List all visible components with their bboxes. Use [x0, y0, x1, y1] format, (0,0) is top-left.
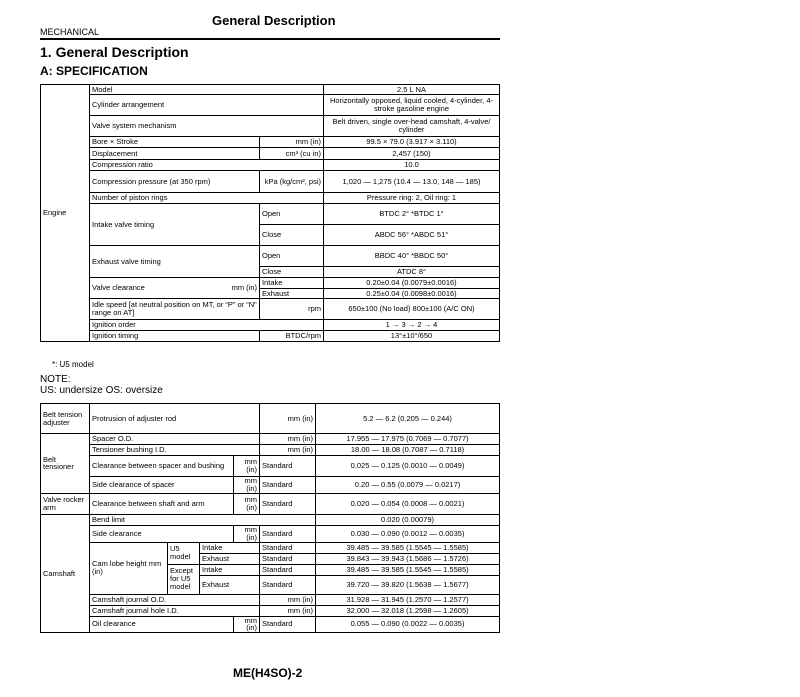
heading-1: 1. General Description: [40, 44, 189, 60]
bore-label: Bore × Stroke: [90, 137, 260, 148]
valve-system-label: Valve system mechanism: [90, 116, 324, 137]
adjuster-rod-unit: mm (in): [260, 404, 316, 434]
ignition-timing-value: 13°±10°/650: [324, 331, 500, 342]
adjuster-rod-label: Protrusion of adjuster rod: [90, 404, 260, 434]
lobe-except-exhaust-std: Standard: [260, 575, 316, 594]
u5-model-label: U5 model: [168, 542, 200, 564]
section-label: MECHANICAL: [40, 27, 100, 37]
clearance-exhaust-value: 0.25±0.04 (0.0098±0.0016): [324, 289, 500, 299]
rocker-clearance-std: Standard: [260, 493, 316, 514]
note-u5-model: *: U5 model: [52, 360, 94, 369]
bore-unit: mm (in): [260, 137, 324, 148]
note-text: US: undersize OS: oversize: [40, 385, 163, 396]
intake-timing-label: Intake valve timing: [90, 204, 260, 246]
spacer-bushing-clearance-label: Clearance between spacer and bushing: [90, 456, 234, 477]
rocker-clearance-value: 0.020 — 0.054 (0.0008 — 0.0021): [316, 493, 500, 514]
exhaust-open-value: BBDC 40° *BBDC 50°: [324, 246, 500, 267]
compression-pressure-label: Compression pressure (at 350 rpm): [90, 171, 260, 193]
heading-2: A: SPECIFICATION: [40, 64, 148, 78]
valve-clearance-label: Valve clearance: [92, 283, 145, 293]
oil-clearance-unit: mm (in): [234, 616, 260, 633]
ignition-order-value: 1 → 3 → 2 → 4: [324, 320, 500, 331]
journal-hole-label: Camshaft journal hole I.D.: [90, 605, 260, 616]
intake-close-value: ABDC 56° *ABDC 51°: [324, 225, 500, 246]
spacer-bushing-clearance-std: Standard: [260, 456, 316, 477]
lobe-u5-exhaust-value: 39.843 — 39.943 (1.5686 — 1.5726): [316, 553, 500, 564]
exhaust-open-label: Open: [260, 246, 324, 267]
piston-rings-label: Number of piston rings: [90, 193, 324, 204]
spacer-od-unit: mm (in): [260, 434, 316, 445]
engine-spec-table: [40, 84, 500, 342]
clearance-intake-value: 0.20±0.04 (0.0079±0.0016): [324, 278, 500, 289]
idle-speed-value: 650±100 (No load) 800±100 (A/C ON): [324, 299, 500, 320]
journal-od-unit: mm (in): [260, 594, 316, 605]
spacer-od-label: Spacer O.D.: [90, 434, 260, 445]
exhaust-close-label: Close: [260, 267, 324, 278]
spacer-side-clearance-std: Standard: [260, 477, 316, 494]
group-belt-tension-adjuster: Belt tension adjuster: [41, 404, 90, 434]
note-title: NOTE:: [40, 374, 71, 385]
adjuster-rod-value: 5.2 — 6.2 (0.205 — 0.244): [316, 404, 500, 434]
cylinder-label: Cylinder arrangement: [90, 95, 324, 116]
piston-rings-value: Pressure ring: 2, Oil ring: 1: [324, 193, 500, 204]
bore-value: 99.5 × 79.0 (3.917 × 3.110): [324, 137, 500, 148]
rocker-clearance-unit: mm (in): [234, 493, 260, 514]
valve-train-spec-table: [40, 403, 500, 633]
ignition-order-label: Ignition order: [90, 320, 324, 331]
lobe-u5-exhaust-label: Exhaust: [200, 553, 260, 564]
bend-limit-value: 0.020 (0.00079): [316, 514, 500, 525]
bend-limit-label: Bend limit: [90, 514, 316, 525]
journal-od-label: Camshaft journal O.D.: [90, 594, 260, 605]
oil-clearance-value: 0.055 — 0.090 (0.0022 — 0.0035): [316, 616, 500, 633]
compression-ratio-value: 10.0: [324, 160, 500, 171]
lobe-except-intake-std: Standard: [260, 564, 316, 575]
group-camshaft: Camshaft: [41, 514, 90, 633]
compression-pressure-unit: kPa (kg/cm², psi): [260, 171, 324, 193]
displacement-value: 2,457 (150): [324, 148, 500, 160]
side-clearance-unit: mm (in): [234, 525, 260, 542]
journal-od-value: 31.928 — 31.945 (1.2570 — 1.2577): [316, 594, 500, 605]
model-label: Model: [90, 85, 324, 95]
compression-pressure-value: 1,020 — 1,275 (10.4 — 13.0, 148 — 185): [324, 171, 500, 193]
idle-speed-label: Idle speed [at neutral position on MT, or “P” or “N” range on AT]: [90, 299, 260, 320]
lobe-except-intake-label: Intake: [200, 564, 260, 575]
bushing-id-label: Tensioner bushing I.D.: [90, 445, 260, 456]
clearance-exhaust-label: Exhaust: [260, 289, 324, 299]
page-header-title: General Description: [212, 13, 336, 28]
group-valve-rocker-arm: Valve rocker arm: [41, 493, 90, 514]
ignition-timing-unit: BTDC/rpm: [260, 331, 324, 342]
displacement-label: Displacement: [90, 148, 260, 160]
group-engine: Engine: [41, 85, 90, 342]
group-belt-tensioner: Belt tensioner: [41, 434, 90, 494]
displacement-unit: cm³ (cu in): [260, 148, 324, 160]
side-clearance-label: Side clearance: [90, 525, 234, 542]
lobe-u5-intake-label: Intake: [200, 542, 260, 553]
page-footer: ME(H4SO)-2: [233, 666, 303, 680]
intake-open-value: BTDC 2° *BTDC 1°: [324, 204, 500, 225]
intake-close-label: Close: [260, 225, 324, 246]
clearance-intake-label: Intake: [260, 278, 324, 289]
bushing-id-unit: mm (in): [260, 445, 316, 456]
cam-lobe-height-label: Cam lobe height mm (in): [90, 542, 168, 594]
side-clearance-value: 0.030 — 0.090 (0.0012 — 0.0035): [316, 525, 500, 542]
spacer-bushing-clearance-value: 0.025 — 0.125 (0.0010 — 0.0049): [316, 456, 500, 477]
cylinder-value: Horizontally opposed, liquid cooled, 4-cylinder, 4-stroke gasoline engine: [324, 95, 500, 116]
intake-open-label: Open: [260, 204, 324, 225]
except-u5-label: Except for U5 model: [168, 564, 200, 594]
valve-clearance-cell: [90, 278, 260, 299]
side-clearance-std: Standard: [260, 525, 316, 542]
lobe-except-exhaust-value: 39.720 — 39.820 (1.5638 — 1.5677): [316, 575, 500, 594]
spacer-side-clearance-unit: mm (in): [234, 477, 260, 494]
lobe-except-exhaust-label: Exhaust: [200, 575, 260, 594]
valve-clearance-unit: mm (in): [231, 283, 257, 293]
compression-ratio-label: Compression ratio: [90, 160, 324, 171]
spacer-side-clearance-value: 0.20 — 0.55 (0.0079 — 0.0217): [316, 477, 500, 494]
spacer-od-value: 17.955 — 17.975 (0.7069 — 0.7077): [316, 434, 500, 445]
oil-clearance-label: Oil clearance: [90, 616, 234, 633]
lobe-u5-intake-value: 39.485 — 39.585 (1.5545 — 1.5585): [316, 542, 500, 553]
exhaust-timing-label: Exhaust valve timing: [90, 246, 260, 278]
journal-hole-unit: mm (in): [260, 605, 316, 616]
oil-clearance-std: Standard: [260, 616, 316, 633]
header-rule: [40, 38, 500, 40]
valve-system-value: Belt driven, single over-head camshaft, 4-valve/ cylinder: [324, 116, 500, 137]
exhaust-close-value: ATDC 8°: [324, 267, 500, 278]
rocker-clearance-label: Clearance between shaft and arm: [90, 493, 234, 514]
idle-speed-unit: rpm: [260, 299, 324, 320]
spacer-side-clearance-label: Side clearance of spacer: [90, 477, 234, 494]
journal-hole-value: 32.000 — 32.018 (1.2598 — 1.2605): [316, 605, 500, 616]
lobe-u5-exhaust-std: Standard: [260, 553, 316, 564]
ignition-timing-label: Ignition timing: [90, 331, 260, 342]
spacer-bushing-clearance-unit: mm (in): [234, 456, 260, 477]
lobe-u5-intake-std: Standard: [260, 542, 316, 553]
bushing-id-value: 18.00 — 18.08 (0.7087 — 0.7118): [316, 445, 500, 456]
lobe-except-intake-value: 39.485 — 39.585 (1.5545 — 1.5585): [316, 564, 500, 575]
model-value: 2.5 L NA: [324, 85, 500, 95]
